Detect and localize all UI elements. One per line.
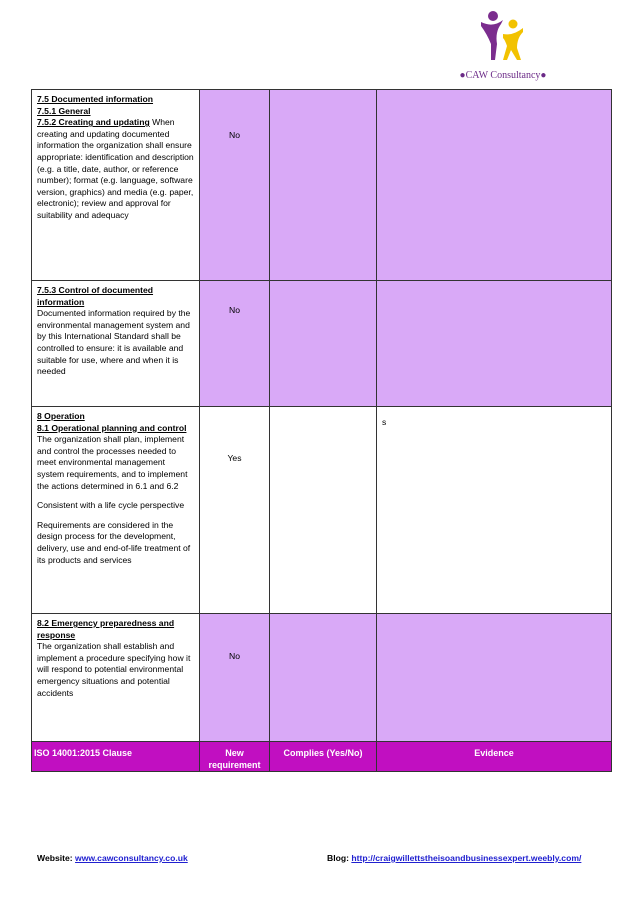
blog-label: Blog:: [327, 853, 352, 863]
iso-clause-table: [31, 89, 612, 772]
table-row: [32, 614, 612, 742]
clause-body: Documented information required by the environmental management system and by this International Standard shall be controlled to ensure: it is available and suitable for use, where and when it is needed: [37, 308, 191, 377]
clause-paragraph: Requirements are considered in the design process for the development, delivery, use and end-of-life treatment of its products and services: [37, 519, 191, 565]
new-requirement-value: No: [229, 651, 240, 661]
clause-body: The organization shall establish and implement a procedure specifying how it will respond to potential environmental emergency situations and potential accidents: [37, 641, 191, 698]
clause-cell: [32, 614, 200, 742]
clause-subtitle: 8.1 Operational planning and control: [37, 422, 187, 433]
clause-title: 8 Operation: [37, 411, 85, 421]
complies-cell[interactable]: [270, 90, 377, 281]
clause-title: 7.5 Documented information: [37, 94, 154, 104]
footer-website: [37, 853, 188, 863]
clause-cell: [32, 407, 200, 614]
logo-text: ●CAW Consultancy●: [459, 70, 547, 81]
evidence-cell[interactable]: [377, 614, 612, 742]
evidence-value: s: [382, 417, 387, 427]
clause-subtitle: 7.5.1 General: [37, 105, 91, 116]
table-row: [32, 407, 612, 614]
clause-cell: [32, 90, 200, 281]
header-new-requirement: New requirement: [200, 742, 270, 772]
new-requirement-value: Yes: [227, 453, 242, 463]
table-row: [32, 90, 612, 281]
table-header-row: [32, 742, 612, 772]
evidence-cell[interactable]: [377, 90, 612, 281]
new-requirement-cell: [200, 90, 270, 281]
complies-cell[interactable]: [270, 614, 377, 742]
new-requirement-value: No: [229, 130, 240, 140]
header-evidence: Evidence: [377, 742, 612, 772]
evidence-cell[interactable]: [377, 407, 612, 614]
clause-body: The organization shall plan, implement and control the processes needed to meet environmental management system requirements, and to implement the actions determined in 6.1 and 6.2: [37, 434, 188, 491]
new-requirement-cell: [200, 281, 270, 407]
website-label: Website:: [37, 853, 76, 863]
people-logo-icon: [473, 8, 533, 68]
new-requirement-cell: [200, 407, 270, 614]
footer-blog: [327, 853, 581, 863]
clause-paragraph: Consistent with a life cycle perspective: [37, 500, 185, 511]
evidence-cell[interactable]: [377, 281, 612, 407]
website-link[interactable]: www.cawconsultancy.co.uk: [75, 853, 188, 863]
clause-title: 8.2 Emergency preparedness and response: [37, 618, 175, 640]
blog-link[interactable]: http://craigwillettstheisoandbusinessexpert.weebly.com/: [351, 853, 582, 863]
clause-body: When creating and updating documented information the organization shall ensure appropriate: identification and description (e.g. a title, date, author, or reference number); format (e.g. language, software version, graphics) and media (e.g. paper, electronic); review and approval for suitability and adequacy: [37, 117, 194, 220]
clause-text: [37, 117, 194, 221]
table-row: [32, 281, 612, 407]
clause-subtitle-2: 7.5.2 Creating and updating: [37, 117, 150, 128]
new-requirement-value: No: [229, 305, 240, 315]
complies-cell[interactable]: [270, 281, 377, 407]
new-requirement-cell: [200, 614, 270, 742]
caw-logo: [448, 8, 558, 88]
complies-cell[interactable]: [270, 407, 377, 614]
header-clause: ISO 14001:2015 Clause: [32, 742, 200, 772]
header-complies: Complies (Yes/No): [270, 742, 377, 772]
clause-title: 7.5.3 Control of documented information: [37, 285, 154, 307]
clause-cell: [32, 281, 200, 407]
